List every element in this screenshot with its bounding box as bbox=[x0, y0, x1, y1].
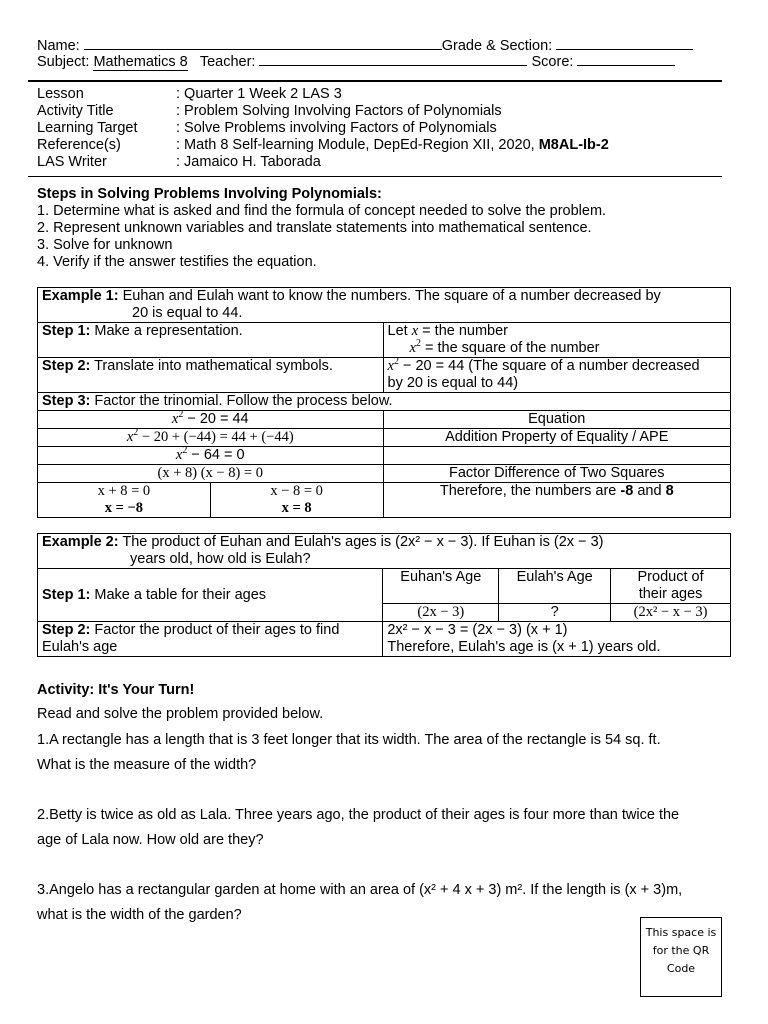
score-blank[interactable] bbox=[577, 52, 675, 66]
process-left bbox=[38, 429, 384, 447]
process-rest: − 20 = 44 bbox=[183, 411, 249, 427]
process-right bbox=[383, 447, 730, 465]
process-var: x bbox=[171, 411, 179, 427]
col-euhan-age: Euhan's Age bbox=[383, 569, 499, 604]
example1-text: Euhan and Eulah want to know the numbers. The square of a number decreased by bbox=[118, 288, 661, 304]
eq-text: − 20 = 44 (The square of a number decreased bbox=[398, 358, 700, 374]
score-label: Score: bbox=[531, 54, 574, 70]
process-row bbox=[38, 429, 731, 447]
question-2-line1: 2.Betty is twice as old as Lala. Three years ago, the product of their ages is four more than twice the bbox=[37, 807, 680, 823]
step1-label: Step 1: bbox=[42, 323, 91, 339]
subject-row bbox=[37, 52, 675, 71]
las-writer-key: LAS Writer bbox=[37, 154, 107, 170]
process-left bbox=[38, 447, 384, 465]
let-prefix: Let bbox=[387, 323, 412, 339]
step2-label: Step 2: bbox=[42, 358, 91, 374]
example2-table bbox=[37, 533, 731, 657]
col-product-l1: Product of bbox=[637, 569, 704, 585]
example2-step1 bbox=[38, 569, 383, 622]
let-def: = the number bbox=[418, 323, 509, 339]
example1-problem-row bbox=[38, 288, 731, 323]
example1-table bbox=[37, 287, 731, 518]
references-key: Reference(s) bbox=[37, 137, 121, 153]
lesson-value: : Quarter 1 Week 2 LAS 3 bbox=[176, 86, 342, 102]
process-rest: − 20 + (−44) = 44 + (−44) bbox=[138, 429, 294, 445]
qr-text-2: for the QR bbox=[652, 944, 710, 957]
example1-text-cont: 20 is equal to 44. bbox=[132, 305, 243, 321]
activity-title: Activity: It's Your Turn! bbox=[37, 682, 195, 698]
eq-var: x bbox=[387, 358, 394, 374]
process-exp: 2 bbox=[133, 427, 139, 439]
example1-problem bbox=[38, 288, 731, 323]
grade-blank[interactable] bbox=[556, 36, 693, 50]
activity-title-value: : Problem Solving Involving Factors of Polynomials bbox=[176, 103, 502, 119]
references-code: M8AL-Ib-2 bbox=[538, 137, 609, 153]
answer-2: 8 bbox=[665, 483, 674, 499]
question-3-line1: 3.Angelo has a rectangular garden at home with an area of (x² + 4 x + 3) m². If the length is (x + 3)m, bbox=[37, 882, 683, 898]
solution-row bbox=[38, 483, 731, 518]
eq-exp: 2 bbox=[393, 356, 399, 368]
ex2-step1-text: Make a table for their ages bbox=[90, 586, 267, 603]
euhan-age-value: (2x − 3) bbox=[383, 604, 499, 622]
question-2-line2: age of Lala now. How old are they? bbox=[37, 832, 264, 848]
example1-step2 bbox=[38, 358, 384, 393]
example1-translation bbox=[383, 358, 730, 393]
example2-text-cont: years old, how old is Eulah? bbox=[130, 551, 311, 567]
ex2-step2-label: Step 2: bbox=[42, 622, 91, 638]
process-var: x bbox=[175, 447, 183, 463]
qr-text-3: Code bbox=[666, 962, 696, 975]
solution-conclusion bbox=[383, 483, 730, 518]
answer-1: -8 bbox=[620, 483, 634, 499]
sq-var: x bbox=[409, 340, 416, 356]
step-item-3: 3. Solve for unknown bbox=[37, 237, 173, 253]
references-value bbox=[176, 137, 609, 154]
subject-label: Subject: bbox=[37, 54, 90, 70]
qr-code-placeholder bbox=[640, 917, 722, 997]
activity-title-key: Activity Title bbox=[37, 103, 114, 119]
step1-text: Make a representation. bbox=[90, 323, 243, 339]
example2-step1-row bbox=[38, 569, 731, 604]
example1-step1 bbox=[38, 323, 384, 358]
header-divider bbox=[28, 80, 722, 82]
question-1-line1: 1.A rectangle has a length that is 3 feet longer that its width. The area of the rectangle is 54 sq. ft. bbox=[37, 732, 661, 748]
example1-step3 bbox=[38, 393, 731, 411]
question-3-line2: what is the width of the garden? bbox=[37, 907, 242, 923]
step3-label: Step 3: bbox=[42, 393, 91, 409]
product-value: (2x² − x − 3) bbox=[611, 604, 731, 622]
step3-text: Factor the trinomial. Follow the process below. bbox=[90, 393, 393, 409]
grade-label: Grade & Section: bbox=[441, 38, 553, 54]
question-1-line2: What is the measure of the width? bbox=[37, 757, 257, 773]
process-row bbox=[38, 411, 731, 429]
solution-1-answer: x = −8 bbox=[104, 500, 144, 516]
example1-step2-row bbox=[38, 358, 731, 393]
factoring-eq: 2x² − x − 3 = (2x − 3) (x + 1) bbox=[387, 622, 568, 638]
example2-problem bbox=[38, 534, 731, 569]
references-text: : Math 8 Self-learning Module, DepEd-Region XII, 2020, bbox=[176, 137, 539, 153]
example1-step1-row bbox=[38, 323, 731, 358]
learning-target-key: Learning Target bbox=[37, 120, 138, 136]
ex2-step2-text-cont: Eulah's age bbox=[42, 639, 118, 655]
step-item-2: 2. Represent unknown variables and translate statements into mathematical sentence. bbox=[37, 220, 592, 236]
example2-step2 bbox=[38, 622, 383, 657]
name-label: Name: bbox=[37, 38, 80, 54]
ex2-step2-text: Factor the product of their ages to find bbox=[90, 622, 340, 638]
solution-2-answer: x = 8 bbox=[281, 500, 312, 516]
process-row bbox=[38, 465, 731, 483]
las-writer-value: : Jamaico H. Taborada bbox=[176, 154, 321, 170]
name-blank[interactable] bbox=[84, 36, 442, 50]
learning-target-value: : Solve Problems involving Factors of Polynomials bbox=[176, 120, 497, 136]
lesson-key: Lesson bbox=[37, 86, 84, 102]
process-exp: 2 bbox=[178, 409, 184, 421]
solution-1-eq: x + 8 = 0 bbox=[97, 483, 151, 499]
activity-intro: Read and solve the problem provided below. bbox=[37, 706, 324, 722]
example1-label: Example 1: bbox=[42, 288, 119, 304]
example2-factoring bbox=[383, 622, 731, 657]
qr-text-1: This space is bbox=[645, 926, 717, 939]
eulah-age-value: ? bbox=[499, 604, 611, 622]
let-var: x bbox=[411, 323, 419, 339]
example2-step2-row bbox=[38, 622, 731, 657]
col-product-l2: their ages bbox=[638, 586, 703, 602]
factoring-conclusion: Therefore, Eulah's age is (x + 1) years old. bbox=[387, 639, 661, 655]
steps-title: Steps in Solving Problems Involving Polynomials: bbox=[37, 186, 382, 202]
col-eulah-age: Eulah's Age bbox=[499, 569, 611, 604]
example1-step3-row bbox=[38, 393, 731, 411]
ex2-step1-label: Step 1: bbox=[42, 586, 91, 603]
step2-text: Translate into mathematical symbols. bbox=[90, 358, 333, 374]
solution-1 bbox=[38, 483, 211, 518]
teacher-blank[interactable] bbox=[259, 52, 527, 66]
example2-problem-row bbox=[38, 534, 731, 569]
teacher-label: Teacher: bbox=[199, 54, 256, 70]
process-right: Factor Difference of Two Squares bbox=[383, 465, 730, 483]
example2-label: Example 2: bbox=[42, 534, 119, 550]
process-left: (x + 8) (x − 8) = 0 bbox=[38, 465, 384, 483]
solution-2-eq: x − 8 = 0 bbox=[270, 483, 323, 499]
process-right: Equation bbox=[383, 411, 730, 429]
process-var: x bbox=[126, 429, 134, 445]
sq-exp: 2 bbox=[415, 338, 421, 350]
step-item-1: 1. Determine what is asked and find the formula of concept needed to solve the problem. bbox=[37, 203, 607, 219]
solution-2 bbox=[210, 483, 383, 518]
process-row bbox=[38, 447, 731, 465]
conclusion-text: Therefore, the numbers are bbox=[439, 483, 621, 499]
process-right: Addition Property of Equality / APE bbox=[383, 429, 730, 447]
sq-def: = the square of the number bbox=[420, 340, 600, 356]
example1-representation bbox=[383, 323, 730, 358]
process-left bbox=[38, 411, 384, 429]
col-product bbox=[611, 569, 731, 604]
process-exp: 2 bbox=[182, 445, 188, 457]
lesson-divider bbox=[28, 176, 722, 177]
conclusion-and: and bbox=[633, 483, 666, 499]
example2-text: The product of Euhan and Eulah's ages is (2x² − x − 3). If Euhan is (2x − 3) bbox=[118, 534, 604, 550]
subject-value: Mathematics 8 bbox=[93, 54, 188, 70]
eq-text-cont: by 20 is equal to 44) bbox=[387, 375, 519, 391]
step-item-4: 4. Verify if the answer testifies the equation. bbox=[37, 254, 317, 270]
process-rest: − 64 = 0 bbox=[187, 447, 245, 463]
